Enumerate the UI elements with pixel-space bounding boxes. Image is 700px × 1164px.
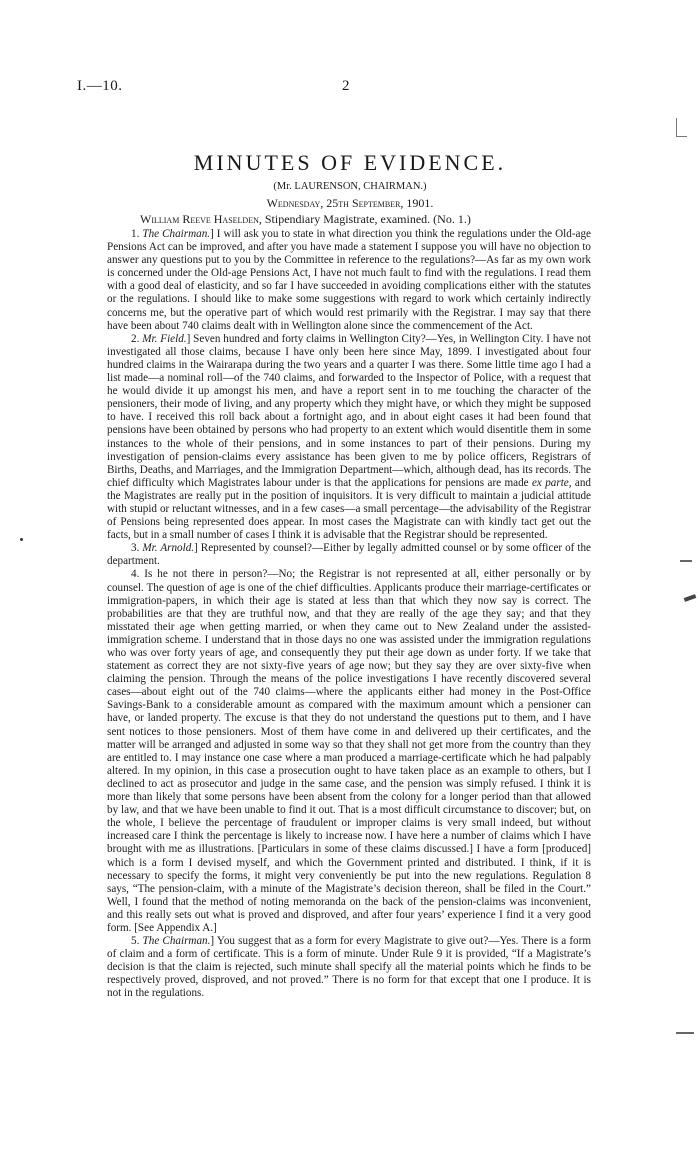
scan-mark xyxy=(684,594,697,602)
scan-mark xyxy=(676,1032,694,1034)
scan-mark xyxy=(676,118,687,137)
scan-mark xyxy=(680,560,692,562)
parliamentary-paper-reference: I.—10. xyxy=(77,78,123,94)
evidence-paragraph: 3. Mr. Arnold.] Represented by counsel?—Either by legally admitted counsel or by some officer of the department. xyxy=(107,542,591,568)
speaker: The Chairman. xyxy=(142,228,211,240)
evidence-paragraph: 4. Is he not there in person?—No; the Registrar is not represented at all, either personally or by counsel. The question of age is one of the chief difficulties. Applicants produce their marriage-certificates or immigration-papers, in which their age is stated at less than that which they now say is correct. The probabilities are that they are truthful now, and that they are really of the age they say; and that they misstated their age when getting married, or when they came out to New Zealand under the assisted-immigration scheme. I understand that in those days no one was assisted under the immigration regulations who was over forty years of age, and consequently they put their age down as under forty. If we take that statement as correct they are not sixty-five years of age now; but they say they are over sixty-five when claiming the pension. Through the means of the police investigations I have recently discovered several cases—about eight out of the 740 claims—where the applicants either had money in the Post-Office Savings-Bank to a considerable amount as compared with the maximum amount which a pensioner can have, or landed property. The excuse is that they do not understand the questions put to them, and I have sent notices to those pensioners. Most of them have come in and delivered up their certificates, and the matter will be arranged and adjusted in some way so that they shall not get more from the country than they are entitled to. I may instance one case where a man produced a marriage-certificate which he had palpably altered. In my opinion, in this case a prosecution ought to have taken place as an example to others, but I declined to act as prosecutor and judge in the same case, and the pension was simply refused. I think it is more than likely that some persons have been absent from the colony for a longer period than that allowed by law, and that we have been unable to find it out. That is a most difficult circumstance to discover; but, on the whole, I believe the percentage of fraudulent or improper claims is very small indeed, but without increased care I think the percentage is likely to increase now. I have here a number of claims which I have brought with me as illustrations. [Particulars in some of these claims discussed.] I have a form [produced] which is a form I devised myself, and which the Government printed and distributed. I think, if it is necessary to specify the forms, it might very conveniently be put into the new regulations. Regulation 8 says, “The pension-claim, with a minute of the Magistrate’s decision thereon, shall be filed in the Court.” Well, I found that the method of noting memoranda on the back of the pension-claims was inconvenient, and this really sets out what is proved and disproved, and after four years’ experience I find it a very good form. [See Appendix A.] xyxy=(107,568,591,934)
speaker: Mr. Arnold. xyxy=(142,542,195,555)
session-date: Wednesday, 25th September, 1901. xyxy=(266,196,434,210)
witness-line xyxy=(140,212,471,227)
chairman-line: (Mr. LAURENSON, CHAIRMAN.) xyxy=(273,181,427,192)
page-title: MINUTES OF EVIDENCE. xyxy=(193,150,507,175)
speaker: The Chairman. xyxy=(142,935,211,948)
speaker: Mr. Field. xyxy=(142,332,187,345)
evidence-paragraph: 5. The Chairman.] You suggest that as a form for every Magistrate to give out?—Yes. There is a form of claim and a form of certificate. This is a form of minute. Under Rule 9 it is provided, “If a Magistrate’s decision is that the claim is rejected, such minute shall specify all the material points which he finds to be respectively proved, disproved, and not proved.” There is no form for that except that one I produce. It is not in the regulations. xyxy=(107,935,591,1000)
witness-number: (No. 1.) xyxy=(433,212,471,226)
evidence-paragraph: 1. The Chairman.] I will ask you to state in what direction you think the regulations under the Old-age Pensions Act can be improved, and after you have made a statement I suppose you will have no objection to answer any questions put to you by the Committee in reference to the regulations?—As far as my own work is concerned under the Old-age Pensions Act, I have not much fault to find with the regulations. I read them with a good deal of elasticity, and so far I have succeeded in avoiding complications either with the statutes or the regulations. I should like to make some suggestions with regard to work which certainly indirectly concerns me, but the operative part of which would rest primarily with the Registrar. I may say that there have been about 740 claims dealt with in Wellington alone since the commencement of the Act. xyxy=(107,228,591,332)
evidence-body xyxy=(107,228,591,1001)
witness-name: William Reeve Haselden xyxy=(140,212,259,226)
page-number: 2 xyxy=(342,78,350,94)
scan-mark xyxy=(20,538,23,541)
witness-description: , Stipendiary Magistrate, examined. xyxy=(258,212,431,226)
evidence-paragraph: 2. Mr. Field.] Seven hundred and forty claims in Wellington City?—Yes, in Wellington City. I have not investigated all those claims, because I have only been here since May, 1899. I investigated about four hundred claims in the Wairarapa during the two years and a quarter I was there. Some little time ago I had a list made—a nominal roll—of the 740 claims, and forwarded to the Inspector of Police, with a request that he would divide it up amongst his men, and have a report sent in to me touching the character of the pensioners, their mode of living, and any property which they might have, or which they might be supposed to have. I received this roll back about a fortnight ago, and in about eight cases it had been found that pensions have been obtained by persons who had property to an extent which would disentitle them in some instances to the whole of their pensions, and in some instances to part of their pensions. During my investigation of pension-claims every assistance has been given to me by police officers, Registrars of Births, Deaths, and Marriages, and the Immigration Department—which, although dead, has its records. The chief difficulty which Magistrates labour under is that the applications for pensions are made ex parte, and the Magistrates are really put in the position of inquisitors. It is very difficult to maintain a judicial attitude with stupid or reluctant witnesses, and in a few cases—a small percentage—the advisability of the Registrar of Pensions being represented does appear. In most cases the Magistrate can with kindly tact get out the facts, but in a small number of cases I think it is advisable that the Registrar should be represented. xyxy=(107,332,591,542)
